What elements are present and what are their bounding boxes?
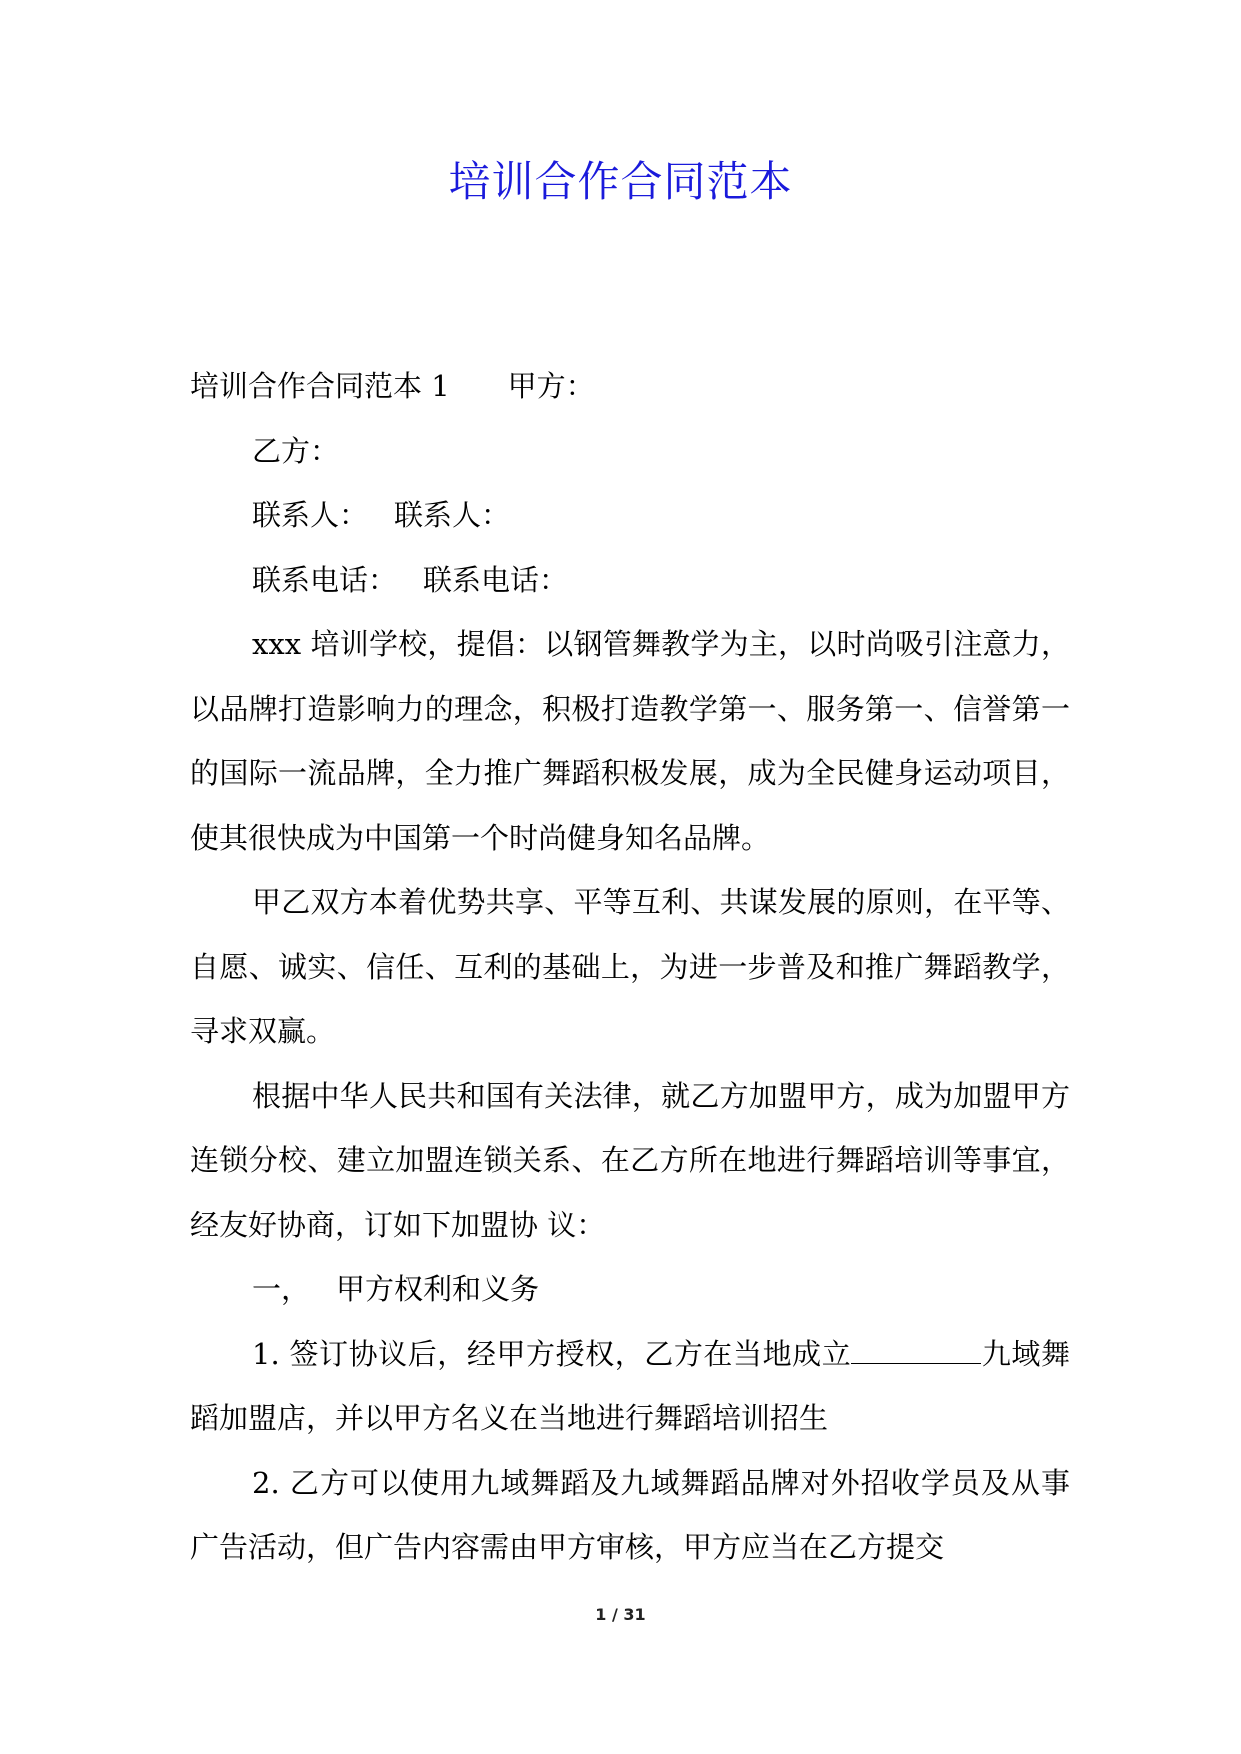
clause-1-prefix: 1. 签订协议后，经甲方授权，乙方在当地成立 — [252, 1336, 852, 1371]
contact-line — [190, 483, 1070, 548]
phone-line — [190, 548, 1070, 613]
clause-1-suffix: 九域舞蹈加盟店，并以甲方名义在当地进行舞蹈培训招生 — [190, 1336, 1070, 1435]
section-one-number: 一， — [252, 1272, 311, 1306]
section-one-heading — [190, 1257, 1070, 1322]
clause-2: 2. 乙方可以使用九域舞蹈及九域舞蹈品牌对外招收学员及从事广告活动，但广告内容需由甲方审核，甲方应当在乙方提交 — [190, 1465, 1070, 1564]
party-b-label: 乙方： — [252, 433, 340, 468]
paragraph-principles: 甲乙双方本着优势共享、平等互利、共谋发展的原则，在平等、自愿、诚实、信任、互利的基础上，为进一步普及和推广舞蹈教学，寻求双赢。 — [190, 885, 1070, 1048]
document-title: 培训合作合同范本 — [448, 157, 793, 206]
party-b-line — [190, 419, 1070, 484]
heading-line — [190, 354, 1070, 419]
party-a-label: 甲方： — [507, 369, 595, 403]
section-label: 培训合作合同范本 1 — [190, 369, 450, 403]
section-one-title: 甲方权利和义务 — [336, 1272, 540, 1306]
phone-label-a: 联系电话： — [252, 562, 398, 597]
contact-label-a: 联系人： — [252, 498, 369, 532]
document-body — [190, 354, 1070, 1580]
phone-label-b: 联系电话： — [423, 562, 569, 597]
paragraph-intro: xxx 培训学校，提倡：以钢管舞教学为主，以时尚吸引注意力，以品牌打造影响力的理念，积极打造教学第一、服务第一、信誉第一的国际一流品牌，全力推广舞蹈积极发展，成为全民健身运动项目，使其很快成为中国第一个时尚健身知名品牌。 — [190, 627, 1070, 855]
clause-1 — [190, 1322, 1070, 1451]
contact-label-b: 联系人： — [394, 498, 511, 532]
paragraph-legal-basis: 根据中华人民共和国有关法律，就乙方加盟甲方，成为加盟甲方连锁分校、建立加盟连锁关系、在乙方所在地进行舞蹈培训等事宜，经友好协商，订如下加盟协 议： — [190, 1078, 1070, 1242]
fill-in-blank — [851, 1337, 981, 1364]
page-indicator: 1 / 31 — [595, 1605, 646, 1624]
